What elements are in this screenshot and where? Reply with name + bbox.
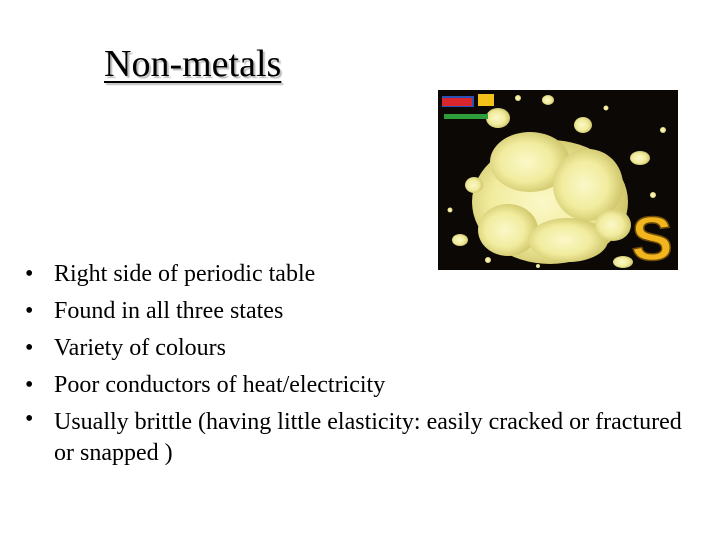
bullet-item bbox=[22, 293, 702, 330]
sulfur-image bbox=[438, 90, 678, 270]
bullet-item bbox=[22, 404, 702, 469]
bullet-item bbox=[22, 367, 702, 404]
bullet-text: Poor conductors of heat/electricity bbox=[54, 372, 386, 398]
bullet-dot: • bbox=[25, 261, 34, 287]
bullet-text: Variety of colours bbox=[54, 335, 226, 361]
bullet-dot: • bbox=[25, 372, 34, 398]
bullet-text: Found in all three states bbox=[54, 298, 284, 324]
bullet-item bbox=[22, 330, 702, 367]
bullet-item bbox=[22, 256, 702, 293]
bullet-dot: • bbox=[25, 335, 34, 361]
bullet-text: Right side of periodic table bbox=[54, 261, 316, 287]
sulfur-illustration bbox=[438, 90, 678, 270]
bullet-list bbox=[22, 256, 702, 469]
element-symbol-label: S bbox=[631, 205, 673, 270]
bullet-dot: • bbox=[25, 406, 34, 432]
bullet-dot: • bbox=[25, 298, 34, 324]
slide-title: Non-metals bbox=[104, 43, 282, 85]
bullet-text: Usually brittle (having little elasticity: easily cracked or fractured or snapped ) bbox=[54, 409, 682, 466]
